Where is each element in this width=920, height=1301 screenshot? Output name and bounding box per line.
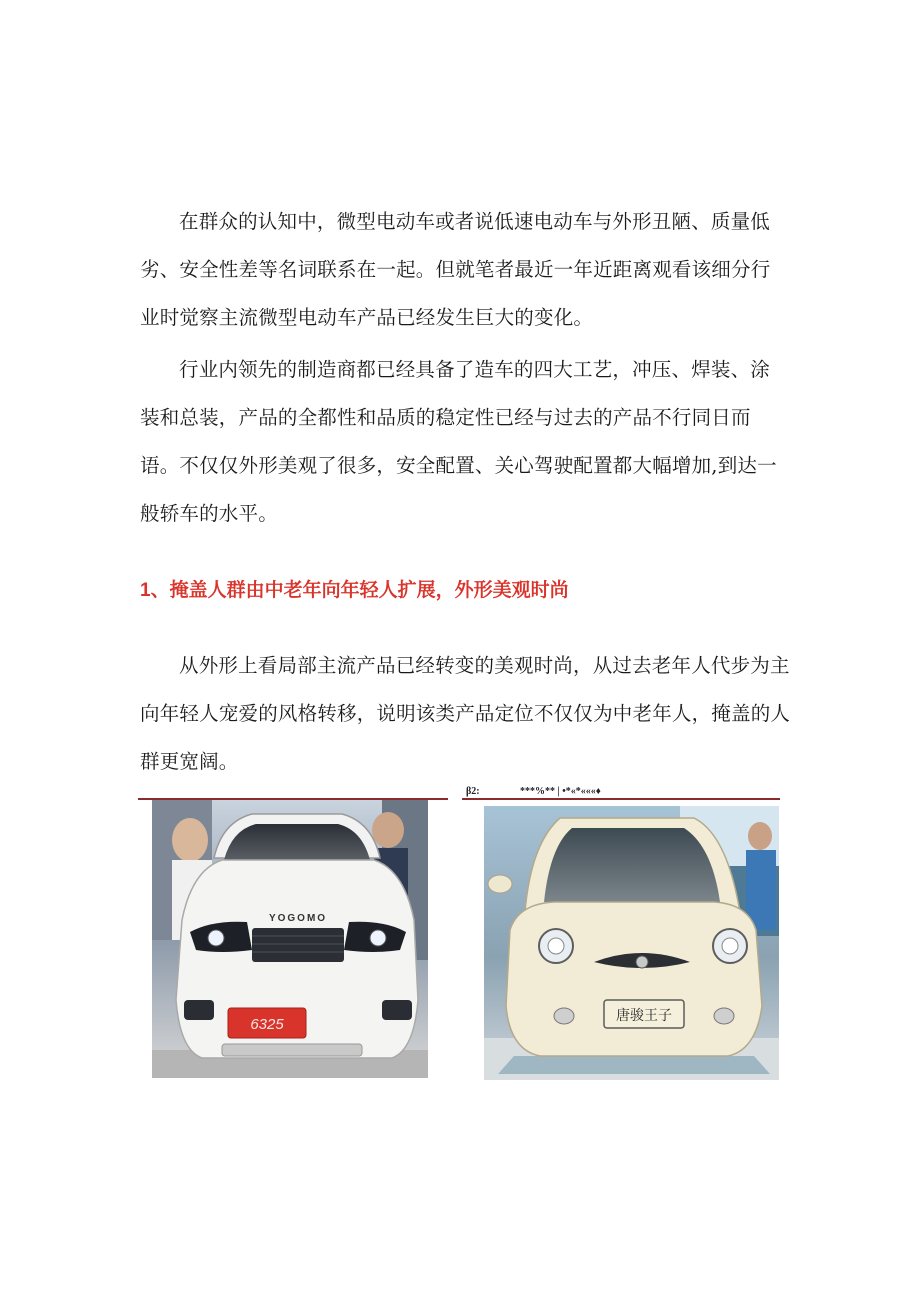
plate-text: 唐骏王子 xyxy=(616,1008,672,1024)
section-number: 1 xyxy=(140,580,151,601)
paragraph-line: 群更宽阔。 xyxy=(140,750,239,773)
figure-rule-right xyxy=(462,798,780,800)
white-suv-image xyxy=(152,800,428,1078)
paragraph-line: 装和总装，产品的全都性和品质的稳定性已经与过去的产品不行同日而 xyxy=(140,406,751,429)
paragraph-line: 向年轻人宠爱的风格转移，说明该类产品定位不仅仅为中老年人，掩盖的人 xyxy=(140,702,791,725)
paragraph-line: 从外形上看局部主流产品已经转变的美观时尚，从过去老年人代步为主 xyxy=(179,654,790,677)
paragraph-line: 劣、安全性差等名词联系在一起。但就笔者最近一年近距离观看该细分行 xyxy=(140,258,771,281)
paragraph-intro xyxy=(140,198,800,342)
paragraph-styling xyxy=(140,642,800,786)
left-car-photo xyxy=(152,800,428,1078)
plate-text: 6325 xyxy=(250,1016,284,1033)
section-heading xyxy=(140,566,569,615)
paragraph-line: 行业内领先的制造商都已经具备了造车的四大工艺，冲压、焊装、涂 xyxy=(179,358,771,381)
paragraph-line: 般轿车的水平。 xyxy=(140,502,278,525)
paragraph-line: 业时觉察主流微型电动车产品已经发生巨大的变化。 xyxy=(140,306,594,329)
figure-caption-number: β2: xyxy=(466,786,480,797)
paragraph-manufacturing xyxy=(140,346,800,538)
cream-hatchback-image xyxy=(484,806,779,1080)
grille-logo-text: YOGOMO xyxy=(268,913,328,924)
section-title: 、掩盖人群由中老年向年轻人扩展，外形美观时尚 xyxy=(150,579,569,601)
paragraph-line: 语。不仅仅外形美观了很多，安全配置、关心驾驶配置都大幅增加,到达一 xyxy=(140,454,777,477)
paragraph-line: 在群众的认知中，微型电动车或者说低速电动车与外形丑陋、质量低 xyxy=(179,210,771,233)
right-car-photo xyxy=(484,806,779,1080)
figure-caption-text: ***%** | •*«*«««♦ xyxy=(520,786,601,797)
